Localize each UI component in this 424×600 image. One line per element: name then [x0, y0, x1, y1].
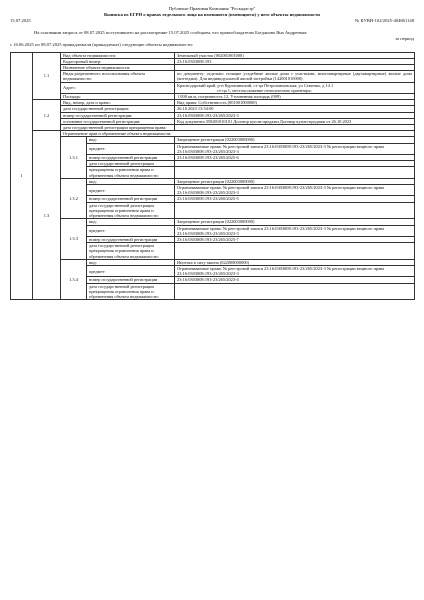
encumbrance-number: 1.3.2 [61, 178, 87, 218]
enc-type-label: вид: [87, 178, 175, 184]
enc-reg-num-label: номер государственной регистрации [87, 196, 175, 202]
reg-number-label: номер государственной регистрации: [61, 112, 175, 118]
enc-reg-num-value: 23:16:0303008:193-23/260/2025-5 [175, 196, 415, 202]
address-value [175, 82, 415, 93]
enc-reg-num-label: номер государственной регистрации [87, 155, 175, 161]
enc-reg-num-label: номер государственной регистрации [87, 277, 175, 283]
enc-subject-value: Ограничиваемые права: № реестровой записи 23:16:0303008:193-23/265/2023-3 № регистрации вещного права 23:16:0303008:193-23/265/2023-3 [175, 143, 415, 154]
enc-term-label: прекращения ограничения права и обременения объекта недвижимости: [87, 167, 175, 178]
reg-basis-value: Код документа 558401010101 Договор купли-продажи Договор купли-продажи от 26.10.2023 [175, 118, 415, 124]
cadastral-label: Кадастровый номер: [61, 58, 175, 64]
enc-type-value: Запрещение регистрации (022003000000) [175, 178, 415, 184]
enc-reg-date-line: дата государственной регистрации [89, 283, 154, 289]
document-number: № КУВИ-102/2025-404861148 [354, 18, 414, 23]
enc-subject-label: предмет: [87, 225, 175, 236]
use-value: по документу: отдельно стоящие усадебные жилые дома с участками, многоквартирные (двухквартирные) жилые дома (коттеджи). Для индивидуальной жилой застройки (142001010000) [175, 71, 415, 82]
area-value: 1 000 кв.м, погрешность 12, Уточненная площадь (009) [175, 94, 415, 100]
cadastral-value: 23:16:0303008:193 [175, 58, 415, 64]
enc-reg-date-value [175, 243, 415, 260]
enc-reg-date-value [175, 283, 415, 300]
document-title: Выписка из ЕГРН о правах отдельного лица на имевшиеся (имеющиеся) у него объекты недвижимости [104, 12, 320, 17]
enc-reg-date-line: дата государственной регистрации [89, 243, 154, 249]
intro-tail: за период [395, 36, 414, 42]
enc-subject-value: Ограничиваемые права: № реестровой записи 23:16:0303008:193-23/265/2023-3 № регистрации вещного права 23:16:0303008:193-23/265/2023-3 [175, 265, 415, 276]
enc-term-value [175, 167, 415, 178]
address-landmark: ст-ца 1, местоположение относительно ориентира: [217, 87, 312, 93]
enc-reg-date-line: дата государственной регистрации [89, 202, 154, 208]
termination-label: дата государственной регистрации прекращения права: [61, 125, 175, 131]
table-row [11, 71, 415, 82]
encumbrance-number: 1.3.4 [61, 259, 87, 299]
table-row [11, 82, 415, 93]
enc-reg-date-label [87, 202, 175, 219]
use-label: Виды разрешенного использования объекта недвижимости: [61, 71, 175, 82]
enc-type-label: вид: [87, 219, 175, 225]
purpose-label: Назначение объекта недвижимости: [61, 65, 175, 71]
enc-term-line: прекращения ограничения права и обременения объекта недвижимости: [89, 207, 159, 219]
address-label: Адрес: [61, 82, 175, 93]
restrictions-label: Ограничение прав и обременение объекта недвижимости: [61, 131, 415, 137]
area-label: Площадь: [61, 94, 175, 100]
enc-subject-label: предмет: [87, 265, 175, 276]
enc-term-line: прекращения ограничения права и обременения объекта недвижимости: [89, 288, 159, 299]
document-date: 15.07.2025 [10, 18, 31, 23]
right-type-value: Вид права: Собственность (001001000000) [175, 100, 415, 106]
reg-date-value: 26.10.2023 13:54:00 [175, 106, 415, 112]
reg-number-value: 23:16:0303008:193-23/265/2023-3 [175, 112, 415, 118]
reg-date-label: дата государственной регистрации: [61, 106, 175, 112]
enc-term-line: прекращения ограничения права и обременения объекта недвижимости: [89, 248, 159, 259]
section-number: 1.3 [33, 131, 61, 300]
section-number: 1.2 [33, 100, 61, 131]
encumbrance-number: 1.3.1 [61, 137, 87, 178]
right-type-label: Вид, номер, дата и право: [61, 100, 175, 106]
encumbrance-number: 1.3.3 [61, 219, 87, 259]
enc-reg-num-value: 23:16:0303008:193-23/265/2025-6 [175, 155, 415, 161]
enc-subject-label: предмет: [87, 143, 175, 154]
enc-type-label: вид: [87, 137, 175, 143]
reg-basis-label: основание государственной регистрации: [61, 118, 175, 124]
enc-reg-date-label [87, 283, 175, 300]
enc-type-value: Запрещение регистрации (022003000000) [175, 137, 415, 143]
address-line: Краснодарский край, р-н Курганинский, ст-ца Петропавловская, ул Семенко, д 14.1 [177, 82, 334, 88]
enc-reg-date-label [87, 243, 175, 260]
root-number: 1 [11, 52, 33, 300]
enc-reg-num-value: 23:16:0303008:193-23/265/2025-7 [175, 236, 415, 242]
intro-period: с 16.06.2025 по 08.07.2025 принадлежали (принадлежат) следующие объекты недвижимости: [10, 42, 193, 48]
intro-line: На основании запроса от 08.07.2025 поступившего на рассмотрение 15.07.2025 сообщаем, что правообладателю Богданова Яна Андреевна: [34, 30, 308, 35]
extract-table [10, 52, 415, 301]
object-type-label: Вид объекта недвижимости: [61, 52, 175, 58]
enc-reg-num-value: 23:16:0303008:193-23/265/2023-4 [175, 277, 415, 283]
enc-reg-date-value [175, 202, 415, 219]
enc-type-label: вид: [87, 259, 175, 265]
organization-name: Публично-Правовая Компания "Роскадастр" [168, 6, 256, 11]
enc-reg-num-label: номер государственной регистрации [87, 236, 175, 242]
date-number-line [10, 18, 414, 23]
section-number: 1.1 [33, 52, 61, 100]
enc-type-value: Ипотека в силу закона (022008000000) [175, 259, 415, 265]
enc-subject-value: Ограничиваемые права: № реестровой записи 23:16:0303008:193-23/265/2023-3 № регистрации вещного права 23:16:0303008:193-23/265/2023-3 [175, 225, 415, 236]
object-type-value: Земельный участок (002001001000) [175, 52, 415, 58]
enc-reg-date-label: дата государственной регистрации [87, 161, 175, 167]
enc-subject-value: Ограничиваемые права: № реестровой записи 23:16:0303008:193-23/265/2023-3 № регистрации вещного права 23:16:0303008:193-23/265/2023-3 [175, 185, 415, 196]
enc-subject-label: предмет: [87, 185, 175, 196]
enc-type-value: Запрещение регистрации (022003000000) [175, 219, 415, 225]
